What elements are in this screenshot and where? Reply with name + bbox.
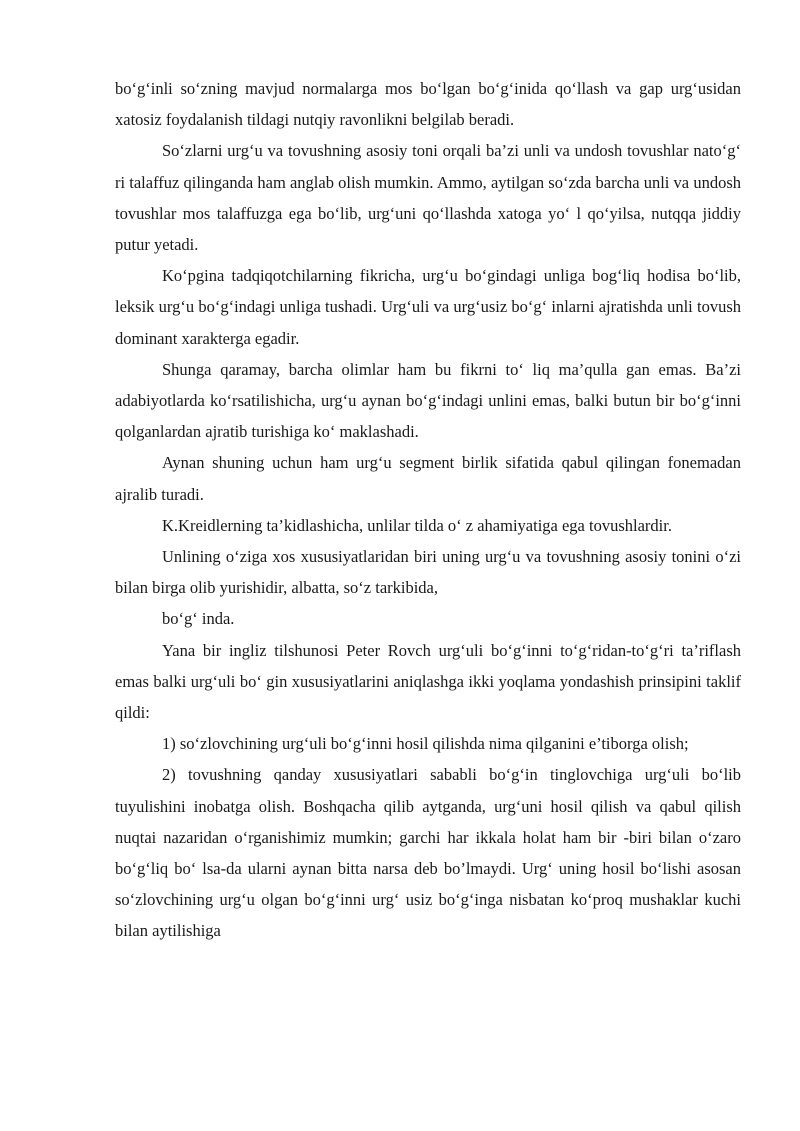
list-item: 2) tovushning qanday xususiyatlari sababli bo‘g‘in tinglovchiga urg‘uli bo‘lib tuyulishini inobatga olish. Boshqacha qilib aytganda, urg‘uni hosil qilish va qabul qilish nuqtai nazaridan o‘rganishimiz mumkin; garchi har ikkala holat ham bir -biri bilan o‘zaro bo‘g‘liq bo‘ lsa-da ularni aynan bitta narsa deb bo’lmaydi. Urg‘ uning hosil bo‘lishi asosan so‘zlovchining urg‘u olgan bo‘g‘inni urg‘ usiz bo‘g‘inga nisbatan ko‘proq mushaklar kuchi bilan aytilishiga [115, 765, 741, 941]
document-body [115, 73, 741, 947]
paragraph: bo‘g‘ inda. [162, 609, 235, 629]
paragraph: Unlining o‘ziga xos xususiyatlaridan biri uning urg‘u va tovushning asosiy tonini o‘zi bilan birga olib yurishidir, albatta, so‘z tarkibida, [115, 547, 741, 598]
paragraph: Ko‘pgina tadqiqotchilarning fikricha, urg‘u bo‘gindagi unliga bog‘liq hodisa bo‘lib, leksik urg‘u bo‘g‘indagi unliga tushadi. Urg‘uli va urg‘usiz bo‘g‘ inlarni ajratishda unli tovush dominant xarakterga egadir. [115, 266, 741, 348]
paragraph: Yana bir ingliz tilshunosi Peter Rovch urg‘uli bo‘g‘inni to‘g‘ridan-to‘g‘ri ta’riflash emas balki urg‘uli bo‘ gin xususiyatlarini aniqlashga ikki yoqlama yondashish prinsipini taklif qildi: [115, 640, 741, 723]
paragraph-continuation: bo‘g‘inli so‘zning mavjud normalarga mos bo‘lgan bo‘g‘inida qo‘llash va gap urg‘usidan xatosiz foydalanish tildagi nutqiy ravonlikni belgilab beradi. [115, 79, 741, 130]
paragraph: Shunga qaramay, barcha olimlar ham bu fikrni to‘ liq ma’qulla gan emas. Ba’zi adabiyotlarda ko‘rsatilishicha, urg‘u aynan bo‘g‘indagi unlini emas, balki butun bir bo‘g‘inni qolganlardan ajratib turishiga ko‘ maklashadi. [115, 359, 741, 442]
paragraph: K.Kreidlerning ta’kidlashicha, unlilar tilda o‘ z ahamiyatiga ega tovushlardir. [162, 515, 672, 535]
list-item: 1) so‘zlovchining urg‘uli bo‘g‘inni hosil qilishda nima qilganini e’tiborga olish; [162, 734, 689, 754]
paragraph: So‘zlarni urg‘u va tovushning asosiy toni orqali ba’zi unli va undosh tovushlar nato‘g‘ ri talaffuz qilinganda ham anglab olish mumkin. Ammo, aytilgan so‘zda barcha unli va undosh tovushlar mos talaffuzga ega bo‘lib, urg‘uni qo‘llashda xatoga yo‘ l qo‘yilsa, nutqqa jiddiy putur yetadi. [115, 141, 741, 255]
paragraph: Aynan shuning uchun ham urg‘u segment birlik sifatida qabul qilingan fonemadan ajralib turadi. [115, 453, 741, 504]
